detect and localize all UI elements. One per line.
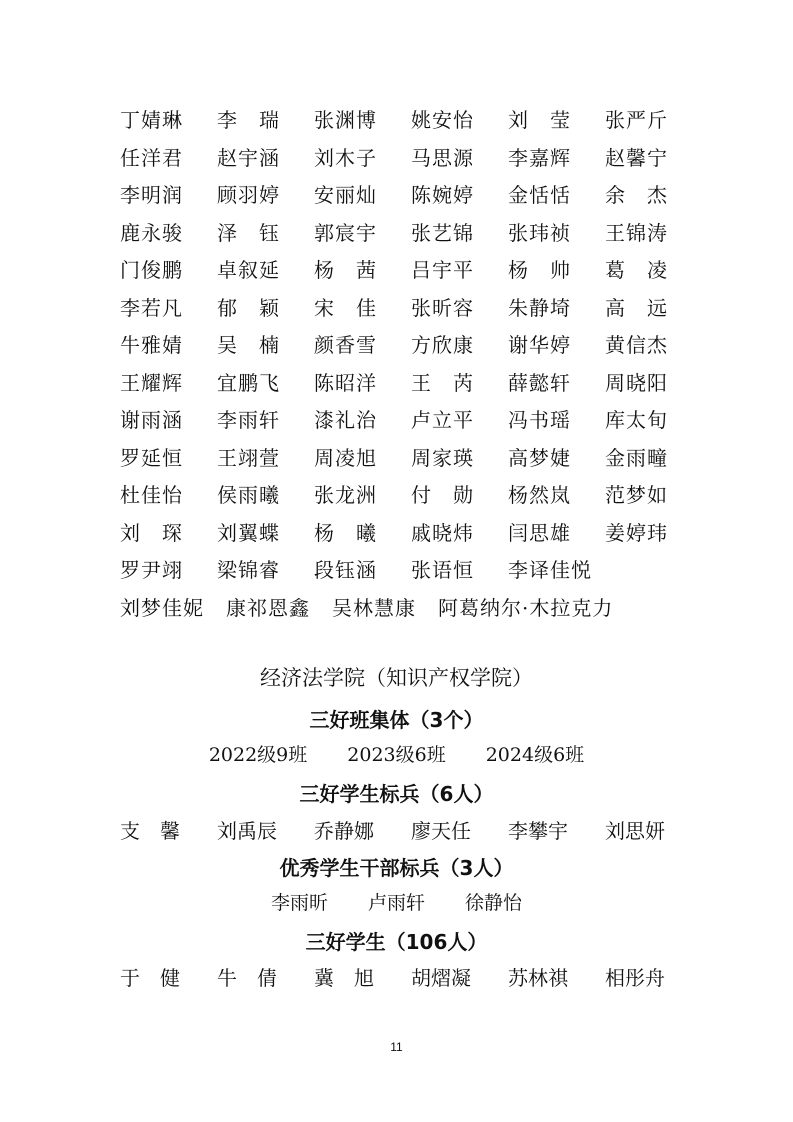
names-row (120, 400, 702, 438)
name-item: 乔静娜 (314, 819, 374, 843)
name-item: 李明润 (120, 183, 183, 208)
names-row (120, 550, 702, 588)
name-item: 郭宸宇 (314, 220, 377, 245)
name-item: 漆礼治 (314, 408, 377, 433)
name-item: 刘 莹 (508, 108, 571, 133)
name-item: 刘禹辰 (217, 819, 277, 843)
name-item: 刘 琛 (120, 520, 183, 545)
name-item: 李雨轩 (217, 408, 280, 433)
name-item: 顾羽婷 (217, 183, 280, 208)
name-item: 于 健 (120, 966, 180, 990)
name-item: 冀 旭 (314, 966, 374, 990)
name-item: 库太旬 (605, 408, 668, 433)
name-item: 王锦涛 (605, 220, 668, 245)
names-row (120, 438, 702, 476)
name-item: 周晓阳 (605, 370, 668, 395)
name-item: 任洋君 (120, 145, 183, 170)
name-item: 泽 钰 (217, 220, 280, 245)
name-item: 张玮祯 (508, 220, 571, 245)
name-item: 刘翼蝶 (217, 520, 280, 545)
name-item: 段钰涵 (314, 558, 377, 583)
names-row (120, 250, 702, 288)
name-item: 陈婉婷 (411, 183, 474, 208)
name-item: 赵宇涵 (217, 145, 280, 170)
name-item: 门俊鹏 (120, 258, 183, 283)
name-item: 支 馨 (120, 819, 180, 843)
name-item: 鹿永骏 (120, 220, 183, 245)
name-item: 宜鹏飞 (217, 370, 280, 395)
section-heading-cadres: 优秀学生干部标兵（3人） (279, 856, 514, 880)
name-item: 高 远 (605, 295, 668, 320)
name-item: 付 勋 (411, 483, 474, 508)
name-item: 廖天任 (411, 819, 471, 843)
name-item: 杨 茜 (314, 258, 377, 283)
section-heading-good-students: 三好学生（106人） (305, 930, 488, 954)
name-item: 相彤舟 (605, 966, 665, 990)
name-item: 薛懿轩 (508, 370, 571, 395)
name-item: 谢雨涵 (120, 408, 183, 433)
page-number: 11 (390, 1040, 403, 1054)
name-item: 吴 楠 (217, 333, 280, 358)
name-item: 李译佳悦 (508, 558, 592, 583)
name-item: 侯雨曦 (217, 483, 280, 508)
name-item: 李攀宇 (508, 819, 568, 843)
name-item: 王翊萱 (217, 445, 280, 470)
name-item: 陈昭洋 (314, 370, 377, 395)
name-item: 周凌旭 (314, 445, 377, 470)
name-item: 姜婷玮 (605, 520, 668, 545)
model-students-list (120, 815, 702, 844)
name-item: 张昕容 (411, 295, 474, 320)
name-item: 马思源 (411, 145, 474, 170)
name-item: 康祁恩鑫 (226, 595, 310, 620)
name-item: 金恬恬 (508, 183, 571, 208)
names-row (120, 475, 702, 513)
name-item: 王耀辉 (120, 370, 183, 395)
names-row (120, 100, 702, 138)
names-row (120, 213, 702, 251)
name-item: 丁婧琳 (120, 108, 183, 133)
names-row (120, 513, 702, 551)
name-item: 卓叙延 (217, 258, 280, 283)
names-list (120, 100, 702, 625)
name-item: 罗尹翊 (120, 558, 183, 583)
class-item: 2024级6班 (485, 744, 585, 766)
name-item: 张语恒 (411, 558, 474, 583)
name-item: 谢华婷 (508, 333, 571, 358)
name-item: 刘木子 (314, 145, 377, 170)
name-item: 宋 佳 (314, 295, 377, 320)
section-heading-model-students: 三好学生标兵（6人） (299, 782, 494, 806)
name-item: 张严斤 (605, 108, 668, 133)
college-title: 经济法学院（知识产权学院） (260, 666, 533, 690)
names-row (120, 288, 702, 326)
name-item: 闫思雄 (508, 520, 571, 545)
name-item: 牛 倩 (217, 966, 277, 990)
name-item: 周家瑛 (411, 445, 474, 470)
name-item: 朱静埼 (508, 295, 571, 320)
name-item: 李嘉辉 (508, 145, 571, 170)
name-item: 范梦如 (605, 483, 668, 508)
name-item: 颜香雪 (314, 333, 377, 358)
name-item: 安丽灿 (314, 183, 377, 208)
name-item: 李雨昕 (270, 892, 328, 914)
class-list (0, 740, 793, 767)
name-item: 徐静怡 (465, 892, 523, 914)
name-item: 杨 曦 (314, 520, 377, 545)
name-item: 李若凡 (120, 295, 183, 320)
name-item: 苏林祺 (508, 966, 568, 990)
name-item: 方欣康 (411, 333, 474, 358)
name-item: 赵馨宁 (605, 145, 668, 170)
name-item: 杜佳怡 (120, 483, 183, 508)
name-item: 冯书瑶 (508, 408, 571, 433)
name-item: 戚晓炜 (411, 520, 474, 545)
name-item: 葛 凌 (605, 258, 668, 283)
name-item: 高梦婕 (508, 445, 571, 470)
class-item: 2023级6班 (347, 744, 446, 766)
name-item: 黄信杰 (605, 333, 668, 358)
name-item: 刘梦佳妮 (120, 595, 204, 620)
name-item: 杨然岚 (508, 483, 571, 508)
name-item: 杨 帅 (508, 258, 571, 283)
name-item: 张艺锦 (411, 220, 474, 245)
name-item: 牛雅婧 (120, 333, 183, 358)
cadres-list (0, 888, 793, 915)
name-item: 罗延恒 (120, 445, 183, 470)
name-item: 郁 颖 (217, 295, 280, 320)
name-item: 姚安怡 (411, 108, 474, 133)
name-item: 王 芮 (411, 370, 474, 395)
section-heading-class: 三好班集体（3个） (309, 708, 484, 732)
name-item: 刘思妍 (605, 819, 665, 843)
good-students-list (120, 962, 702, 991)
names-row (120, 138, 702, 176)
names-row (120, 175, 702, 213)
name-item: 金雨疃 (605, 445, 668, 470)
name-item: 张龙洲 (314, 483, 377, 508)
name-item: 胡熠凝 (411, 966, 471, 990)
name-item: 吴林慧康 (332, 595, 416, 620)
names-row (120, 588, 702, 626)
name-item: 卢立平 (411, 408, 474, 433)
name-item: 李 瑞 (217, 108, 280, 133)
name-item: 张渊博 (314, 108, 377, 133)
class-item: 2022级9班 (208, 744, 308, 766)
name-item: 余 杰 (605, 183, 668, 208)
name-item: 阿葛纳尔·木拉克力 (438, 595, 614, 620)
name-item: 吕宇平 (411, 258, 474, 283)
names-row (120, 363, 702, 401)
name-item: 卢雨轩 (367, 892, 425, 914)
name-item: 梁锦睿 (217, 558, 280, 583)
names-row (120, 325, 702, 363)
